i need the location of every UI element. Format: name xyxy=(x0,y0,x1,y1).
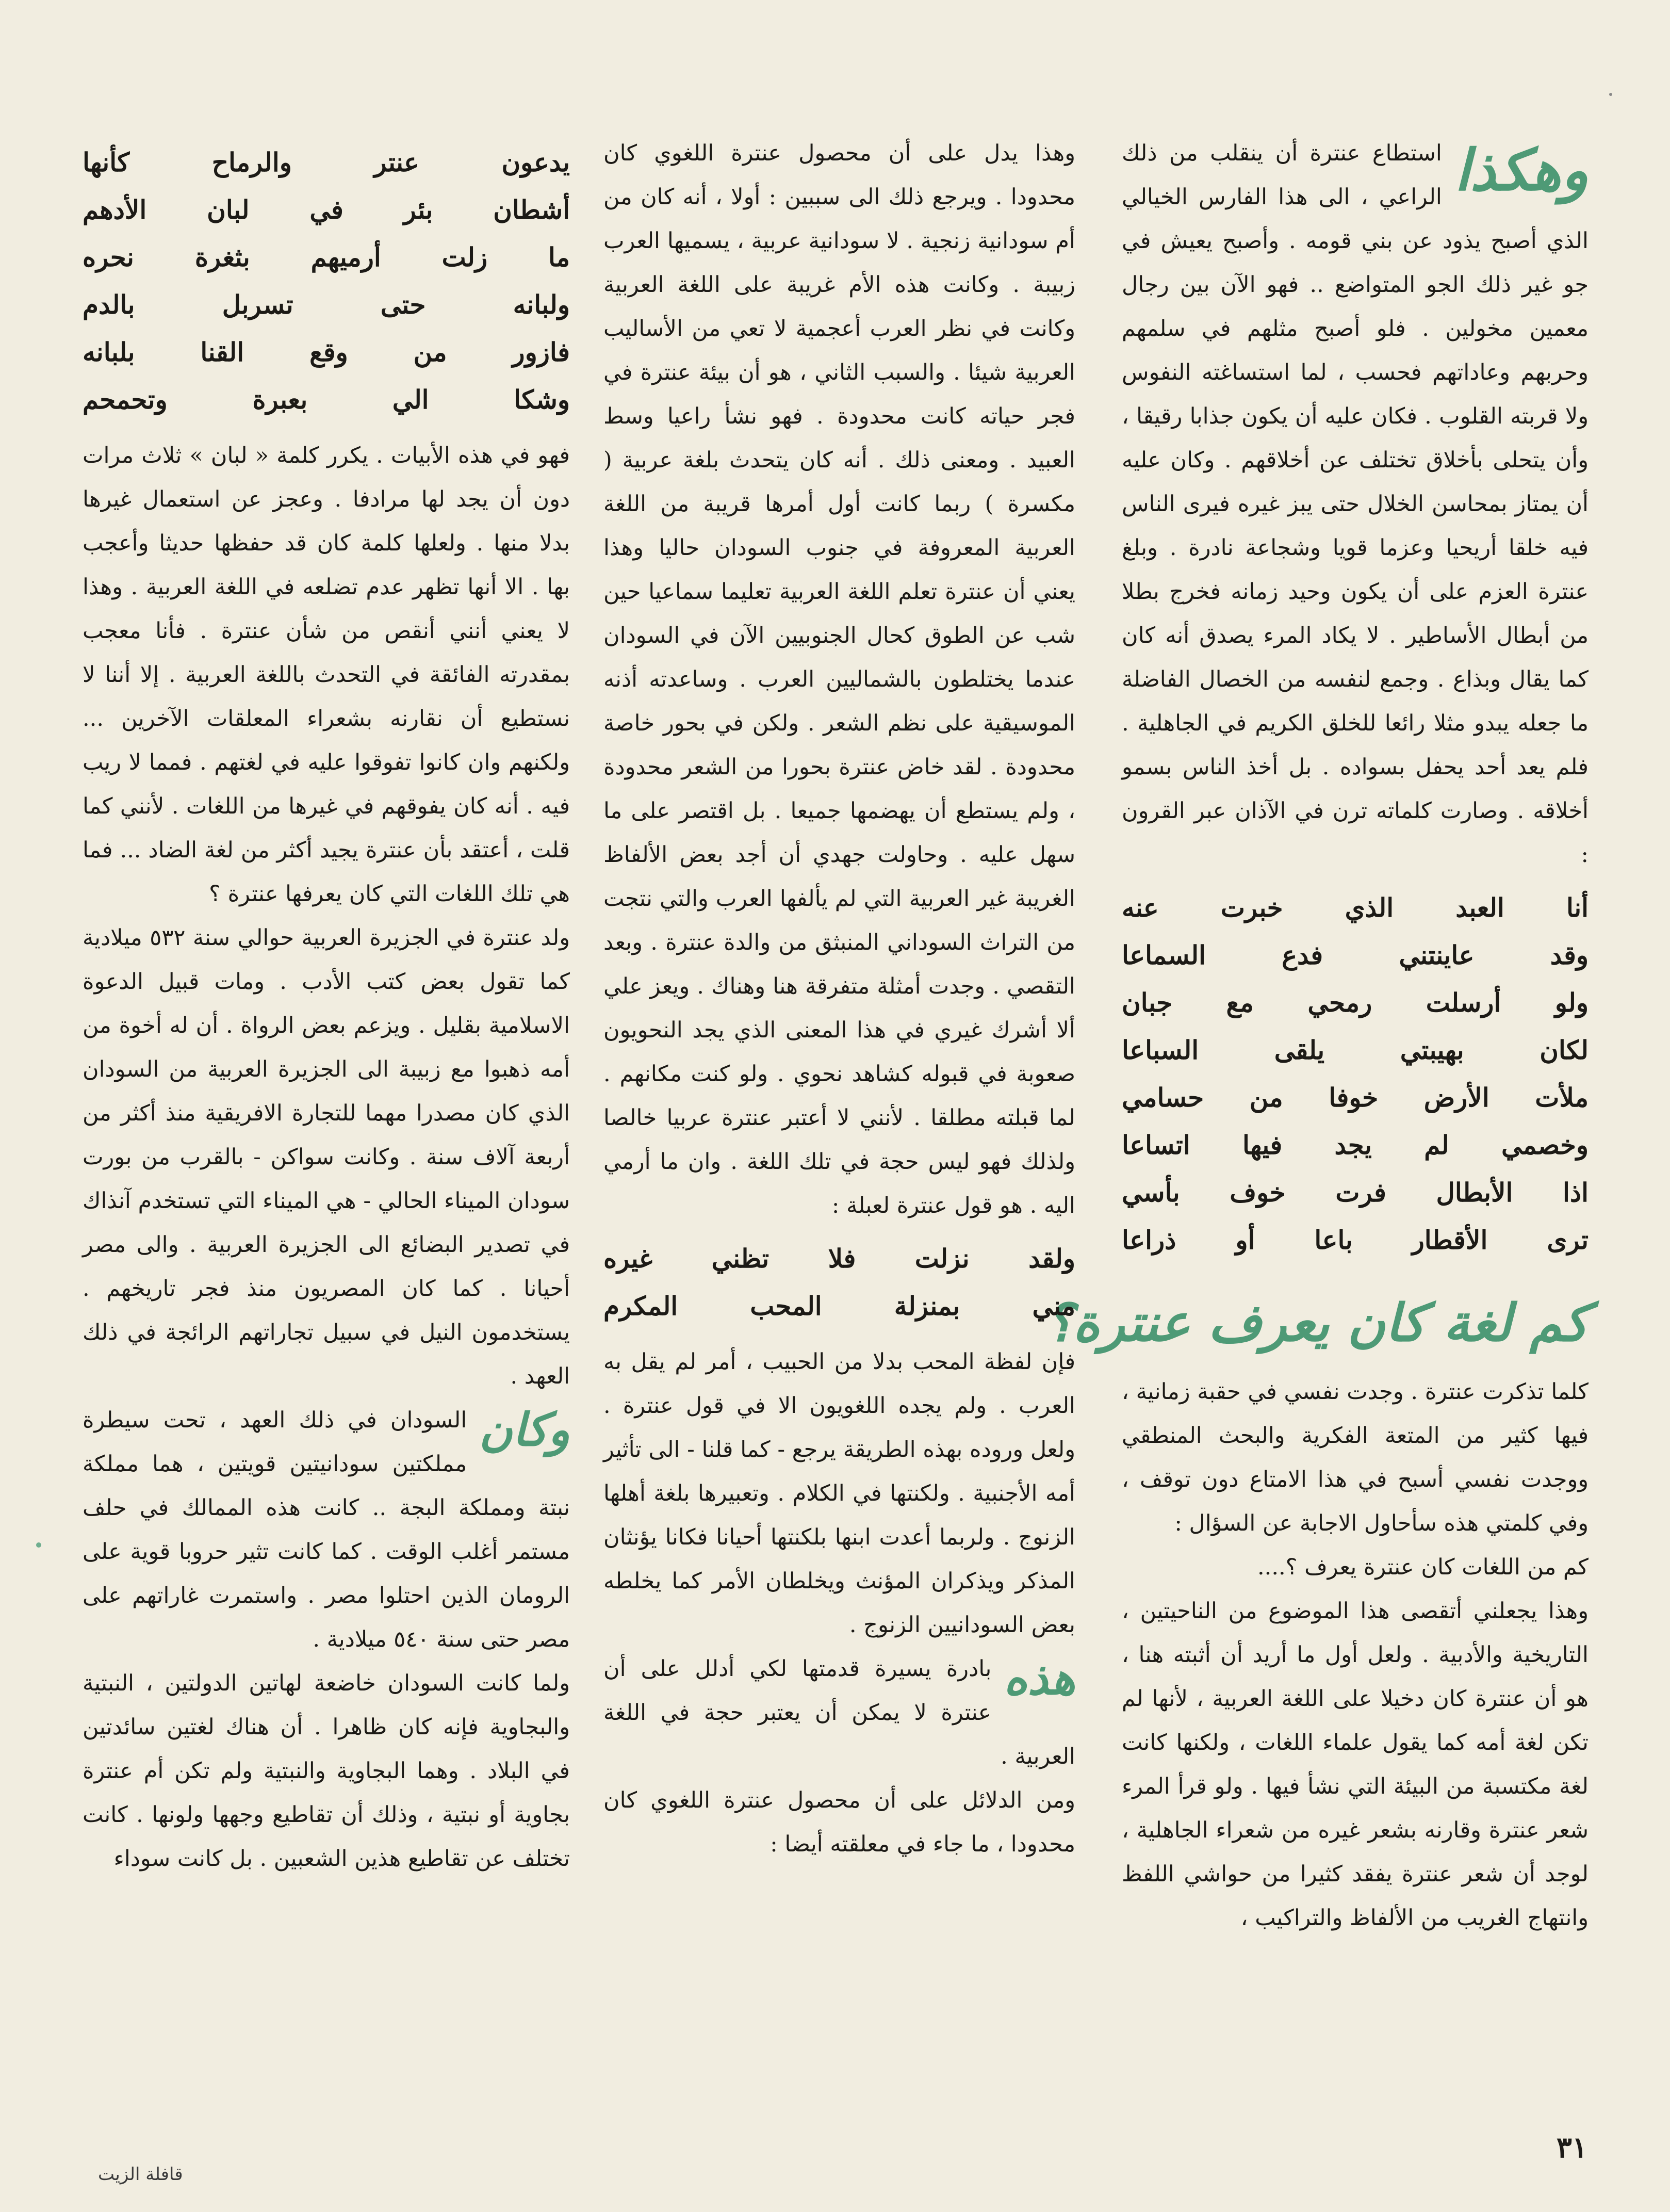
middle-paragraph-3: هذه بادرة يسيرة قدمتها لكي أدلل على أن عنترة لا يمكن أن يعتبر حجة في اللغة العربية . xyxy=(603,1647,1075,1779)
left-paragraph-4: ولما كانت السودان خاضعة لهاتين الدولتين ، النبتية والبجاوية فإنه كان ظاهرا . أن هناك لغتين سائدتين في البلاد . وهما البجاوية والنبتية ولم تكن أم عنترة بجاوية أو نبتية ، وذلك أن تقاطيع وجهها ولونها . كانت تختلف عن تقاطيع هذين الشعبين . بل كانت سوداء xyxy=(83,1670,570,1872)
page-number: ٣١ xyxy=(1556,2130,1587,2165)
middle-column xyxy=(603,132,1075,2080)
left-column xyxy=(83,132,570,2080)
left-paragraph-3: وكان السودان في ذلك العهد ، تحت سيطرة مملكتين سودانيتين قويتين ، هما مملكة نبتة ومملكة البجة .. كانت هذه الممالك في حلف مستمر أغلب الوقت . كما كانت تثير حروبا قوية على الرومان الذين احتلوا مصر . واستمرت غاراتهم على مصر حتى سنة ٥٤٠ ميلادية . xyxy=(83,1398,570,1662)
verse-line: ترى الأقطار باعا أو ذراعا xyxy=(1122,1225,1589,1255)
section-title: كم لغة كان يعرف عنترة؟ xyxy=(1045,1292,1589,1353)
lead-word-wakana: وكان xyxy=(479,1403,570,1456)
left-paragraph-2: ولد عنترة في الجزيرة العربية حوالي سنة ٥٣٢ ميلادية كما تقول بعض كتب الأدب . ومات قبيل الدعوة الاسلامية بقليل . ويزعم بعض الرواة . أن له أخوة من أمه ذهبوا مع زبيبة الى الجزيرة العربية من السودان الذي كان مصدرا مهما للتجارة الافريقية منذ أكثر من أربعة آلاف سنة . وكانت سواكن - بالقرب من بورت سودان الميناء الحالي - هي الميناء التي تستخدم آنذاك في تصدير البضائع الى الجزيرة العربية . والى مصر أحيانا . كما كان المصريون منذ فجر تاريخهم . يستخدمون النيل في سبيل تجاراتهم الرائجة في ذلك العهد . xyxy=(83,925,570,1389)
left-verse-block xyxy=(83,139,570,424)
verse-line: ولو أرسلت رمحي مع جبان xyxy=(1122,987,1589,1018)
middle-paragraph-2: فإن لفظة المحب بدلا من الحبيب ، أمر لم يقل به العرب . ولم يجده اللغويون الا في قول عنترة . ولعل وروده بهذه الطريقة يرجع - كما قلنا - الى تأثير أمه الأجنبية . ولكنتها في الكلام . وتعبيرها بلغة أهلها الزنوج . ولربما أعدت ابنها بلكنتها أحيانا فكانا يؤنثان المذكر ويذكران المؤنث ويخلطان الأمر كما يخلطه بعض السودانيين الزنوج . xyxy=(603,1349,1075,1638)
verse-line: اذا الأبطال فرت خوف بأسي xyxy=(1122,1177,1589,1208)
verse-line: وشكا الي بعبرة وتحمحم xyxy=(83,384,570,415)
verse-line: وقد عاينتني فدع السماعا xyxy=(1122,940,1589,970)
right-paragraph-1: وهكذا استطاع عنترة أن ينقلب من ذلك الراعي ، الى هذا الفارس الخيالي الذي أصبح يذود عن بني قومه . وأصبح يعيش في جو غير ذلك الجو المتواضع .. فهو الآن بين رجال معمين مخولين . فلو أصبح مثلهم في سلمهم وحربهم وعاداتهم فحسب ، لما استساغته النفوس ولا قربته القلوب . فكان عليه أن يكون جذابا رقيقا ، وأن يتحلى بأخلاق تختلف عن أخلاقهم . وكان عليه أن يمتاز بمحاسن الخلال حتى يبز غيره فيرى الناس فيه خلقا أريحيا وعزما قويا وشجاعة نادرة . وبلغ عنترة العزم على أن يكون وحيد زمانه فخرج بطلا من أبطال الأساطير . لا يكاد المرء يصدق أنه كان كما يقال وبذاع . وجمع لنفسه من الخصال الفاضلة ما جعله يبدو مثلا رائعا للخلق الكريم في الجاهلية . فلم يعد أحد يحفل بسواده . بل أخذ الناس بسمو أخلاقه . وصارت كلماته ترن في الآذان عبر القرون : xyxy=(1122,132,1589,877)
middle-verse-block xyxy=(603,1235,1075,1330)
verse-line: ولبانه حتى تسربل بالدم xyxy=(83,289,570,320)
verse-line: ملأت الأرض خوفا من حسامي xyxy=(1122,1082,1589,1113)
verse-line: أشطان بئر في لبان الأدهم xyxy=(83,194,570,225)
lead-word-hathihi: هذه xyxy=(1004,1651,1075,1705)
lead-word-wahakatha: وهكذا xyxy=(1454,137,1589,203)
middle-paragraph-4: ومن الدلائل على أن محصول عنترة اللغوي كان محدودا ، ما جاء في معلقته أيضا : xyxy=(603,1787,1075,1857)
verse-line: ما زلت أرميهم بثغرة نحره xyxy=(83,242,570,272)
verse-line: مني بمنزلة المحب المكرم xyxy=(603,1291,1075,1321)
right-question: كم من اللغات كان عنترة يعرف ؟.... xyxy=(1257,1554,1589,1580)
left-paragraph-1: فهو في هذه الأبيات . يكرر كلمة « لبان » ثلاث مرات دون أن يجد لها مرادفا . وعجز عن استعمال غيرها بدلا منها . ولعلها كلمة كان قد حفظها حديثا وأعجب بها . الا أنها تظهر عدم تضلعه في اللغة العربية . وهذا لا يعني أنني أنقص من شأن عنترة . فأنا معجب بمقدرته الفائقة في التحدث باللغة العربية . إلا أننا لا نستطيع أن نقارنه بشعراء المعلقات الآخرين ... ولكنهم وان كانوا تفوقوا عليه في لغتهم . فمما لا ريب فيه . أنه كان يفوقهم في غيرها من اللغات . لأنني كما قلت ، أعتقد بأن عنترة يجيد أكثر من لغة الضاد ... فما هي تلك اللغات التي كان يعرفها عنترة ؟ xyxy=(83,443,570,907)
middle-paragraph-1: وهذا يدل على أن محصول عنترة اللغوي كان محدودا . ويرجع ذلك الى سببين : أولا ، أنه كان من أم سودانية زنجية . لا سودانية عربية ، يسميها العرب زبيبة . وكانت هذه الأم غريبة على اللغة العربية وكانت في نظر العرب أعجمية لا تعي من الأساليب العربية شيئا . والسبب الثاني ، هو أن بيئة عنترة في فجر حياته كانت محدودة . فهو نشأ راعيا وسط العبيد . ومعنى ذلك . أنه كان يتحدث بلغة عربية ( مكسرة ) ربما كانت أول أمرها قريبة من اللغة العربية المعروفة في جنوب السودان حاليا وهذا يعني أن عنترة تعلم اللغة العربية تعليما سماعيا حين شب عن الطوق كحال الجنوبيين الآن في السودان عندما يختلطون بالشماليين العرب . وساعدته أذنه الموسيقية على نظم الشعر . ولكن في بحور خاصة محدودة . لقد خاض عنترة بحورا من الشعر محدودة ، ولم يستطع أن يهضمها جميعا . بل اقتصر على ما سهل عليه . وحاولت جهدي أن أجد بعض الألفاظ الغريبة غير العربية التي لم يألفها العرب والتي نتجت من التراث السوداني المنبثق من والدة عنترة . وبعد التقصي . وجدت أمثلة متفرقة هنا وهناك . ويعز علي ألا أشرك غيري في هذا المعنى الذي يجد النحويون صعوبة في قبوله كشاهد نحوي . ولو كنت مكانهم . لما قبلته مطلقا . لأنني لا أعتبر عنترة عربيا خالصا ولذلك فهو ليس حجة في تلك اللغة . وان ما أرمي اليه . هو قول عنترة لعبلة : xyxy=(603,140,1075,1218)
verse-line: يدعون عنتر والرماح كأنها xyxy=(83,147,570,177)
verse-line: أنا العبد الذي خبرت عنه xyxy=(1122,892,1589,923)
decorative-dot xyxy=(1609,93,1612,96)
verse-line: ولقد نزلت فلا تظني غيره xyxy=(603,1243,1075,1274)
right-verse-block xyxy=(1122,884,1589,1264)
verse-line: لكان بهيبتي يلقى السباعا xyxy=(1122,1035,1589,1065)
verse-line: فازور من وقع القنا بلبانه xyxy=(83,337,570,367)
right-paragraph-3: وهذا يجعلني أتقصى هذا الموضوع من الناحيتين ، التاريخية والأدبية . ولعل أول ما أريد أن أثبته هنا ، هو أن عنترة كان دخيلا على اللغة العربية ، لأنها لم تكن لغة أمه كما يقول علماء اللغات ، ولكنها كانت لغة مكتسبة من البيئة التي نشأ فيها . ولو قرأ المرء شعر عنترة وقارنه بشعر غيره من شعراء الجاهلية ، لوجد أن شعر عنترة يفقد كثيرا من حواشي اللفظ وانتهاج الغريب من الألفاظ والتراكيب ، xyxy=(1122,1598,1589,1931)
verse-line: وخصمي لم يجد فيها اتساعا xyxy=(1122,1130,1589,1160)
right-column xyxy=(1045,132,1589,2080)
right-paragraph-2: كلما تذكرت عنترة . وجدت نفسي في حقبة زمانية ، فيها كثير من المتعة الفكرية والبحث المنطقي ووجدت نفسي أسبح في هذا الامتاع دون توقف ، وفي كلمتي هذه سأحاول الاجابة عن السؤال : xyxy=(1122,1379,1589,1536)
decorative-dot xyxy=(36,1542,41,1548)
footer-caption: قافلة الزيت xyxy=(98,2164,183,2185)
